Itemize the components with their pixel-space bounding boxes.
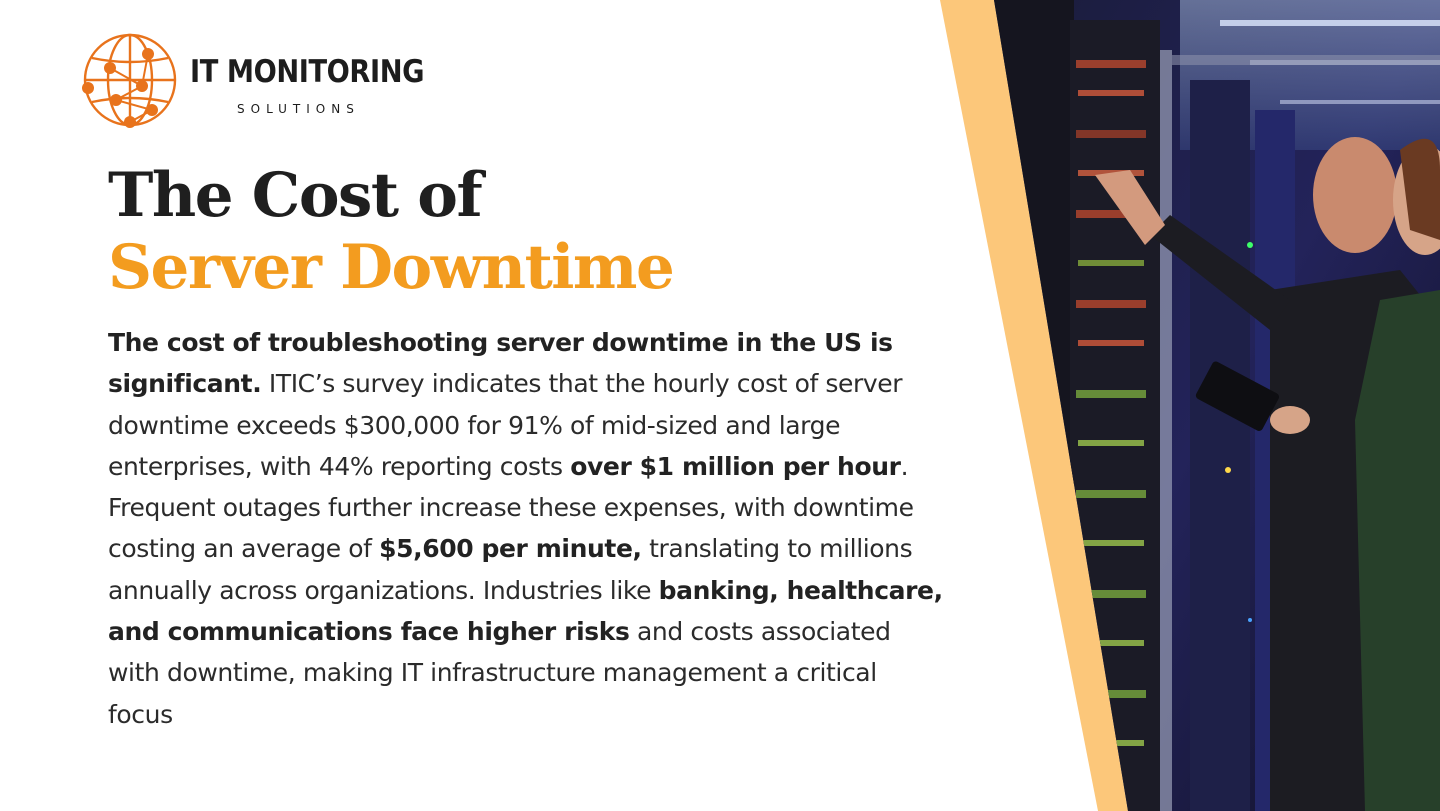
body-emphasis-2: over $1 million per hour <box>570 451 901 481</box>
title-line-1: The Cost of <box>108 160 482 231</box>
brand-subtitle: SOLUTIONS <box>237 102 360 116</box>
body-emphasis-3: $5,600 per minute, <box>379 534 642 564</box>
body-text-4: translating to millions annually across organizations. Industries like <box>108 534 913 605</box>
body-text-3: . Frequent outages further increase these expenses, with downtime costing an average of <box>108 451 914 564</box>
body-emphasis-1: The cost of troubleshooting server downtime in the US is significant. <box>108 328 893 399</box>
brand-title: IT MONITORING <box>190 54 425 90</box>
globe-network-icon <box>80 32 180 128</box>
body-emphasis-4: banking, healthcare, and communications face higher risks <box>108 575 943 647</box>
title-line-2: Server Downtime <box>108 232 674 303</box>
body-text-2: ITIC’s survey indicates that the hourly cost of server downtime exceeds $300,000 for 91% of mid-sized and large enterprises, with 44% reporting costs <box>108 369 903 481</box>
body-text-5: and costs associated with downtime, making IT infrastructure management a critical focus <box>108 617 891 729</box>
page-title <box>108 160 728 304</box>
body-paragraph <box>108 322 948 735</box>
